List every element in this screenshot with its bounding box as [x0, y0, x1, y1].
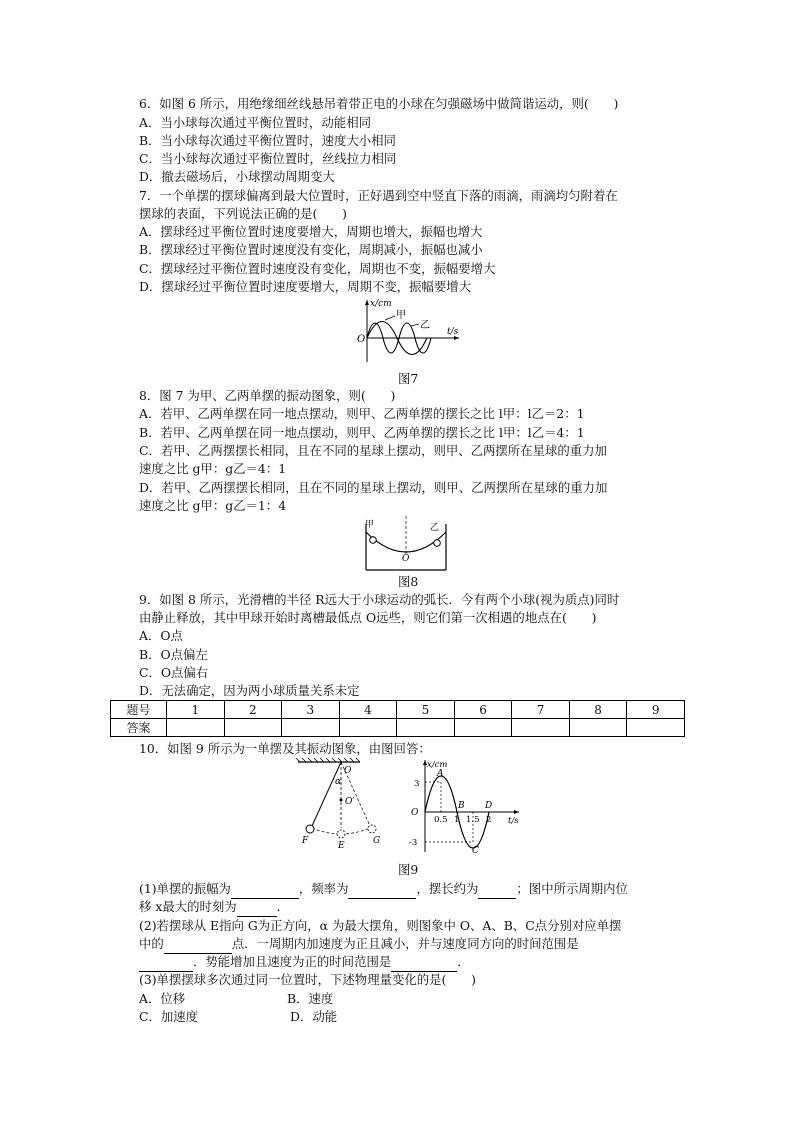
q10-part2-line1: (2)若摆球从 E指向 G为正方向，α 为最大摆角，则图象中 O、A、B、C点分别对应单摆	[139, 918, 622, 933]
question-number-cell: 1	[167, 701, 225, 719]
question-number-cell: 9	[627, 701, 685, 719]
fig8-jia-label: 甲	[365, 520, 375, 530]
answer-table	[110, 700, 685, 737]
length-blank[interactable]	[478, 880, 516, 899]
q10-part2-text-e: ．	[457, 954, 470, 969]
fig8-yi-label: 乙	[430, 523, 440, 533]
fig8-o-label: O	[402, 554, 410, 564]
answer-cell[interactable]	[282, 719, 340, 737]
pendulum-ball-g	[368, 825, 376, 833]
q9-stem-2: 由静止释放，其中甲球开始时离槽最低点 O远些，则它们第一次相遇的地点在( )	[139, 610, 597, 625]
answer-table-answer-row	[111, 719, 685, 737]
q7-option-c: C．摆球经过平衡位置时速度没有变化，周期也不变，振幅要增大	[139, 261, 496, 276]
accel-time-range-blank[interactable]	[139, 953, 193, 972]
figure-7-graph	[355, 296, 465, 366]
figure-8-caption: 图8	[398, 574, 419, 589]
q6-option-b: B．当小球每次通过平衡位置时，速度大小相同	[139, 133, 396, 148]
q10-part2-text-d: ．势能增加且速度为正的时间范围是	[193, 954, 392, 969]
q7-option-b: B．摆球经过平衡位置时速度没有变化，周期减小，振幅也减小	[139, 242, 483, 257]
q8-option-c-2: 速度之比 g甲：g乙＝4：1	[139, 461, 287, 476]
q10-part1-line1	[139, 880, 628, 899]
q10-part3-stem: (3)单摆摆球多次通过同一位置时，下述物理量变化的是( )	[139, 972, 476, 987]
q6-option-a: A．当小球每次通过平衡位置时，动能相同	[139, 115, 371, 130]
figure-8-groove	[360, 514, 452, 574]
q7-stem-2: 摆球的表面，下列说法正确的是( )	[139, 206, 347, 221]
fig9-c-label: C	[472, 846, 479, 856]
q7-option-a: A．摆球经过平衡位置时速度要增大，周期也增大，振幅也增大	[139, 224, 483, 239]
energy-time-range-blank[interactable]	[391, 953, 457, 972]
q10-part2-text-b: 中的	[139, 936, 164, 951]
fig9-tick-x-2: 2	[486, 815, 492, 825]
answer-cell[interactable]	[397, 719, 455, 737]
answer-cell[interactable]	[627, 719, 685, 737]
q7-option-d: D．摆球经过平衡位置时速度要增大，周期不变，振幅要增大	[139, 279, 472, 294]
amplitude-blank[interactable]	[231, 880, 299, 899]
fig9-origin: O	[411, 808, 419, 818]
ball-yi	[434, 540, 441, 547]
q10-part2-text-c: 点．一周期内加速度为正且减小，并与速度同方向的时间范围是	[231, 936, 579, 951]
q10-part1-text-a: (1)单摆的振幅为	[139, 881, 231, 896]
q10-option-c: C．加速度	[139, 1009, 199, 1024]
q10-option-a: A．位移	[139, 991, 186, 1006]
max-displacement-time-blank[interactable]	[237, 898, 277, 917]
answer-cell[interactable]	[167, 719, 225, 737]
question-number-cell: 3	[282, 701, 340, 719]
answer-table-number-row	[111, 701, 685, 719]
question-number-cell: 2	[224, 701, 282, 719]
q8-option-b: B．若甲、乙两单摆在同一地点摆动，则甲、乙两单摆的摆长之比 l甲：l乙＝4：1	[139, 425, 585, 440]
question-number-cell: 5	[397, 701, 455, 719]
fig7-yi-label: 乙	[420, 320, 430, 331]
question-number-cell: 8	[569, 701, 627, 719]
q6-option-d: D．撤去磁场后，小球摆动周期变大	[139, 169, 335, 184]
fig9-y-label: x/cm	[427, 760, 448, 770]
q9-option-b: B．O点偏左	[139, 647, 208, 662]
q10-option-d: D．动能	[290, 1009, 338, 1024]
question-number-cell: 4	[339, 701, 397, 719]
fig9-x-label: t/s	[508, 816, 519, 826]
q10-part1-text-f: ．	[276, 899, 290, 914]
q10-part2-line3	[139, 953, 470, 972]
figure-9-pendulum	[290, 756, 390, 848]
q9-stem-1: 9．如图 8 所示，光滑槽的半径 R远大于小球运动的弧长．今有两个小球(视为质点)同时	[139, 592, 620, 607]
pendulum-g-label: G	[373, 836, 381, 846]
fig9-b-label: B	[458, 801, 465, 811]
q10-part1-text-e: 移 x最大的时刻为	[139, 899, 237, 914]
answer-cell[interactable]	[454, 719, 512, 737]
fig9-tick-x-1-5: 1.5	[466, 815, 480, 825]
q8-option-c-1: C．若甲、乙两摆摆长相同，且在不同的星球上摆动，则甲、乙两摆所在星球的重力加	[139, 443, 607, 458]
fig9-tick-x-0-5: 0.5	[434, 815, 448, 825]
q10-part1-text-b: ，频率为	[298, 881, 349, 896]
q9-option-a: A．O点	[139, 628, 183, 643]
fig9-tick-y-neg3: -3	[409, 838, 418, 848]
q10-part3-options-row2	[139, 1008, 337, 1026]
answer-cell[interactable]	[339, 719, 397, 737]
fig7-y-label: x/cm	[370, 299, 392, 309]
q7-stem-1: 7．一个单摆的摆球偏离到最大位置时，正好遇到空中竖直下落的雨滴，雨滴均匀附着在	[139, 188, 618, 203]
question-number-cell: 6	[454, 701, 512, 719]
figure-9-graph	[405, 756, 525, 856]
q10-part1-text-d: ；图中所示周期内位	[516, 881, 628, 896]
answer-table-header: 题号	[111, 701, 167, 719]
q10-part1-line2	[139, 898, 289, 917]
figure-7-caption: 图7	[398, 371, 419, 386]
q8-option-d-1: D．若甲、乙两摆摆长相同，且在不同的星球上摆动，则甲、乙两摆所在星球的重力加	[139, 480, 608, 495]
fig9-a-label: A	[437, 769, 444, 779]
answer-cell[interactable]	[224, 719, 282, 737]
pendulum-o-label: O	[344, 766, 352, 776]
fig7-origin: O	[357, 334, 366, 345]
q10-part2-line2	[139, 935, 579, 954]
q10-part3-options-row1	[139, 990, 333, 1008]
q8-stem: 8．图 7 为甲、乙两单摆的振动图象，则( )	[139, 388, 396, 403]
pendulum-e-label: E	[338, 841, 345, 848]
q6-option-c: C．当小球每次通过平衡位置时，丝线拉力相同	[139, 151, 397, 166]
q8-option-a: A．若甲、乙两单摆在同一地点摆动，则甲、乙两单摆的摆长之比 l甲：l乙＝2：1	[139, 406, 585, 421]
q6-stem: 6．如图 6 所示，用绝缘细丝线悬吊着带正电的小球在匀强磁场中做简谐运动，则( )	[139, 96, 619, 111]
fig9-tick-x-1: 1	[454, 815, 460, 825]
answer-table-row-label: 答案	[111, 719, 167, 737]
q10-option-b: B．速度	[287, 991, 334, 1006]
fig9-tick-y-3: 3	[414, 779, 420, 789]
answer-cell[interactable]	[512, 719, 570, 737]
pendulum-alpha-label: α	[335, 777, 342, 787]
pendulum-ball-f	[306, 825, 314, 833]
pendulum-ball-e	[337, 830, 345, 838]
ball-jia	[370, 537, 377, 544]
question-number-cell: 7	[512, 701, 570, 719]
pendulum-f-label: F	[302, 836, 309, 846]
q9-option-c: C．O点偏右	[139, 665, 209, 680]
q9-option-d: D．无法确定，因为两小球质量关系未定	[139, 683, 360, 698]
q8-option-d-2: 速度之比 g甲：g乙＝1：4	[139, 498, 287, 513]
fig9-d-label: D	[485, 801, 493, 811]
fig7-jia-label: 甲	[396, 310, 406, 321]
answer-cell[interactable]	[569, 719, 627, 737]
q10-part1-text-c: ，摆长约为	[416, 881, 479, 896]
points-blank[interactable]	[164, 935, 232, 954]
figure-9-caption: 图9	[398, 862, 419, 877]
frequency-blank[interactable]	[348, 880, 416, 899]
q10-stem: 10．如图 9 所示为一单摆及其振动图象，由图回答：	[139, 741, 431, 756]
fig7-x-label: t/s	[447, 327, 459, 337]
pendulum-o-prime-label: O′	[345, 797, 355, 807]
